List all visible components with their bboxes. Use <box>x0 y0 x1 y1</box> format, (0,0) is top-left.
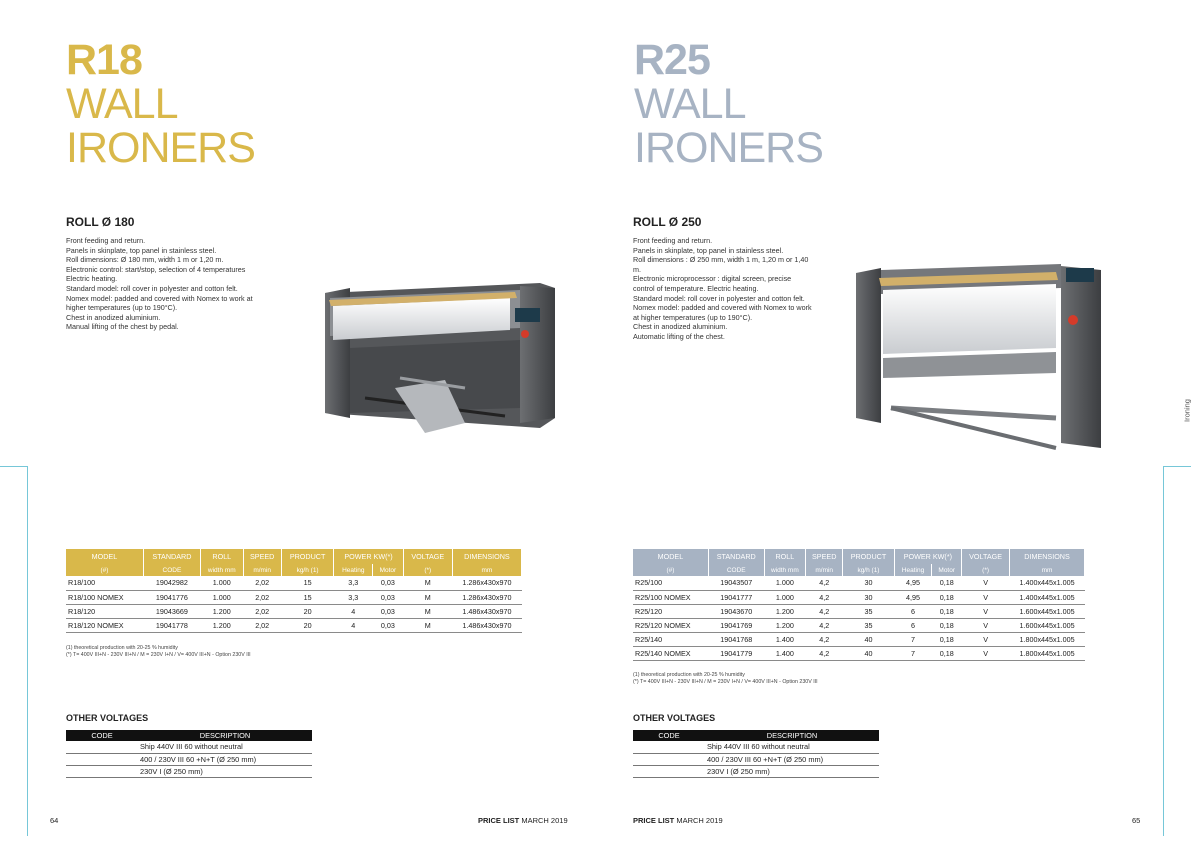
description-line: Panels in skinplate, top panel in stainless steel. <box>66 245 217 255</box>
col-header: MODEL <box>633 549 708 564</box>
table-cell: 30 <box>843 576 894 590</box>
table-cell <box>633 765 705 777</box>
table-row <box>633 753 879 765</box>
section-subtitle: ROLL Ø 250 <box>633 215 702 229</box>
description-line: Chest in anodized aluminium. <box>66 312 161 322</box>
table-row <box>66 765 312 777</box>
table-cell: R18/100 <box>66 576 143 590</box>
description-line: Manual lifting of the chest by pedal. <box>66 322 179 332</box>
table-cell <box>66 741 138 753</box>
page-number: 65 <box>1132 816 1141 825</box>
col-header: POWER KW(*) <box>894 549 961 564</box>
table-cell: 1.200 <box>764 618 806 632</box>
col-header: SPEED <box>806 549 843 564</box>
table-cell <box>66 765 138 777</box>
table-cell: 40 <box>843 646 894 660</box>
col-header: MODEL <box>66 549 143 564</box>
col-subheader: mm <box>1010 564 1085 576</box>
table-cell: 0,03 <box>373 590 404 604</box>
footer-bold: PRICE LIST <box>478 816 520 825</box>
col-header: STANDARD <box>708 549 764 564</box>
table-cell: 0,03 <box>373 576 404 590</box>
col-subheader: Motor <box>932 564 962 576</box>
table-cell: 7 <box>894 646 932 660</box>
footer-text <box>633 816 723 825</box>
model-name: R25 <box>634 36 710 84</box>
table-cell: 0,18 <box>932 604 962 618</box>
table-cell: 1.486x430x970 <box>452 618 521 632</box>
r18-ironer-illustration <box>305 268 560 443</box>
table-row <box>66 604 522 618</box>
table-cell: 1.600x445x1.005 <box>1010 604 1085 618</box>
col-subheader: width mm <box>764 564 806 576</box>
table-cell: 4,2 <box>806 618 843 632</box>
section-subtitle: ROLL Ø 180 <box>66 215 135 229</box>
col-subheader: (*) <box>962 564 1010 576</box>
spec-table <box>633 549 1085 661</box>
table-cell: 4 <box>334 604 373 618</box>
page-left <box>0 0 595 842</box>
col-header: PRODUCT <box>281 549 334 564</box>
page-number: 64 <box>50 816 59 825</box>
table-row <box>633 604 1085 618</box>
table-cell: 4,2 <box>806 632 843 646</box>
table-cell <box>66 753 138 765</box>
description-line: Chest in anodized aluminium. <box>633 322 728 332</box>
table-row <box>66 618 522 632</box>
table-row <box>633 618 1085 632</box>
description-line: Panels in skinplate, top panel in stainless steel. <box>633 245 784 255</box>
table-cell: 19041778 <box>143 618 200 632</box>
col-header: ROLL <box>201 549 244 564</box>
table-cell: 0,03 <box>373 618 404 632</box>
description-line: Standard model: roll cover in polyester and cotton felt. <box>66 283 238 293</box>
other-voltages-heading: OTHER VOLTAGES <box>633 713 716 723</box>
side-tab-left <box>0 466 28 836</box>
col-header: DIMENSIONS <box>1010 549 1085 564</box>
table-cell: 3,3 <box>334 590 373 604</box>
table-cell: 1.400 <box>764 632 806 646</box>
table-row <box>66 576 522 590</box>
col-subheader: kg/h (1) <box>281 564 334 576</box>
footnote: (*) T= 400V III+N - 230V III+N / M = 230V I+N / V= 400V III+N - Option 230V III <box>66 652 251 658</box>
page-right <box>596 0 1191 842</box>
col-header: POWER KW(*) <box>334 549 403 564</box>
table-row <box>633 632 1085 646</box>
table-row <box>66 753 312 765</box>
table-cell: 19041777 <box>708 590 764 604</box>
footnote: (*) T= 400V III+N - 230V III+N / M = 230V I+N / V= 400V III+N - Option 230V III <box>633 679 818 685</box>
description-line: Front feeding and return. <box>66 236 146 245</box>
col-header: CODE <box>633 730 705 741</box>
table-cell: V <box>962 646 1010 660</box>
table-cell: 4,2 <box>806 646 843 660</box>
table-cell: 230V I (Ø 250 mm) <box>138 765 312 777</box>
table-cell: 1.800x445x1.005 <box>1010 632 1085 646</box>
table-cell: 4,2 <box>806 590 843 604</box>
footer-bold: PRICE LIST <box>633 816 675 825</box>
col-subheader: (*) <box>403 564 452 576</box>
table-cell: 19041776 <box>143 590 200 604</box>
table-cell: 0,03 <box>373 604 404 618</box>
table-cell: 0,18 <box>932 618 962 632</box>
description-line: Roll dimensions: Ø 180 mm, width 1 m or 1,20 m. <box>66 255 224 265</box>
col-header: CODE <box>66 730 138 741</box>
table-row <box>633 646 1085 660</box>
table-cell: 0,18 <box>932 576 962 590</box>
table-cell: 4 <box>334 618 373 632</box>
description <box>66 236 266 332</box>
table-cell: 1.400x445x1.005 <box>1010 576 1085 590</box>
table-cell: 2,02 <box>243 590 281 604</box>
table-cell: 4,95 <box>894 576 932 590</box>
footnotes <box>633 672 818 686</box>
table-cell: 19041779 <box>708 646 764 660</box>
table-cell: 20 <box>281 618 334 632</box>
table-cell: 19043507 <box>708 576 764 590</box>
table-cell: R25/100 <box>633 576 708 590</box>
description-line: Front feeding and return. <box>633 236 713 245</box>
table-cell: 4,95 <box>894 590 932 604</box>
table-cell: 1.000 <box>764 590 806 604</box>
table-cell: V <box>962 618 1010 632</box>
table-cell: 1.286x430x970 <box>452 590 521 604</box>
description-line: Nomex model: padded and covered with Nomex to work at higher temperatures (up to 190°C). <box>66 293 253 313</box>
table-cell: 19041768 <box>708 632 764 646</box>
table-cell: 400 / 230V III 60 +N+T (Ø 250 mm) <box>138 753 312 765</box>
col-subheader: Heating <box>334 564 373 576</box>
table-cell <box>633 741 705 753</box>
table-cell: R25/120 <box>633 604 708 618</box>
table-cell: 2,02 <box>243 618 281 632</box>
col-subheader: (#) <box>633 564 708 576</box>
table-cell: 19043670 <box>708 604 764 618</box>
table-cell: 2,02 <box>243 576 281 590</box>
table-cell: 35 <box>843 604 894 618</box>
table-cell: 20 <box>281 604 334 618</box>
table-cell: Ship 440V III 60 without neutral <box>138 741 312 753</box>
description-line: Electronic control: start/stop, selection of 4 temperatures <box>66 264 246 274</box>
table-cell: V <box>962 576 1010 590</box>
table-cell: 0,18 <box>932 632 962 646</box>
table-cell: 1.200 <box>201 618 244 632</box>
side-tab-right <box>1163 466 1191 836</box>
table-cell: V <box>962 604 1010 618</box>
table-cell: M <box>403 590 452 604</box>
col-header: ROLL <box>764 549 806 564</box>
description-line: Nomex model: padded and covered with Nomex to work at higher temperatures (up to 190°C). <box>633 303 812 322</box>
description-line: Standard model: roll cover in polyester and cotton felt. <box>633 293 805 303</box>
table-cell: R18/100 NOMEX <box>66 590 143 604</box>
table-cell: 40 <box>843 632 894 646</box>
table-cell: V <box>962 632 1010 646</box>
col-header: SPEED <box>243 549 281 564</box>
table-cell: 1.400 <box>764 646 806 660</box>
other-voltages-heading: OTHER VOLTAGES <box>66 713 149 723</box>
col-subheader: (#) <box>66 564 143 576</box>
table-cell: 30 <box>843 590 894 604</box>
col-subheader: width mm <box>201 564 244 576</box>
description-line: Electronic microprocessor : digital screen, precise control of temperature. Electric heating. <box>633 274 792 293</box>
col-header: VOLTAGE <box>962 549 1010 564</box>
table-cell: 19043669 <box>143 604 200 618</box>
table-row <box>66 590 522 604</box>
table-cell: M <box>403 604 452 618</box>
col-subheader: Heating <box>894 564 932 576</box>
footer-text <box>478 816 568 825</box>
table-cell: 6 <box>894 618 932 632</box>
col-subheader: m/min <box>243 564 281 576</box>
other-voltages-table <box>633 730 879 778</box>
description-line: Automatic lifting of the chest. <box>633 331 725 341</box>
table-cell: R25/100 NOMEX <box>633 590 708 604</box>
table-row <box>633 576 1085 590</box>
table-cell: M <box>403 618 452 632</box>
col-header: STANDARD <box>143 549 200 564</box>
table-cell: 230V I (Ø 250 mm) <box>705 765 879 777</box>
table-cell: R18/120 NOMEX <box>66 618 143 632</box>
col-header: PRODUCT <box>843 549 894 564</box>
table-cell: 35 <box>843 618 894 632</box>
section-side-label: Ironing <box>1182 399 1191 422</box>
footnotes <box>66 645 251 659</box>
col-header: DIMENSIONS <box>452 549 521 564</box>
other-voltages-table <box>66 730 312 778</box>
table-cell: 15 <box>281 590 334 604</box>
footnote: (1) theoretical production with 20-25 % humidity <box>66 645 178 651</box>
footer-date: MARCH 2019 <box>519 816 568 825</box>
table-cell: 1.800x445x1.005 <box>1010 646 1085 660</box>
col-subheader: mm <box>452 564 521 576</box>
description <box>633 236 813 342</box>
table-cell: 19042982 <box>143 576 200 590</box>
table-cell: 1.000 <box>201 590 244 604</box>
table-cell: 6 <box>894 604 932 618</box>
table-cell: 1.200 <box>201 604 244 618</box>
table-cell: 1.286x430x970 <box>452 576 521 590</box>
table-cell: 7 <box>894 632 932 646</box>
col-subheader: Motor <box>373 564 404 576</box>
model-name: R18 <box>66 36 142 84</box>
footnote: (1) theoretical production with 20-25 % humidity <box>633 672 745 678</box>
table-cell: 2,02 <box>243 604 281 618</box>
col-subheader: CODE <box>708 564 764 576</box>
table-cell: 0,18 <box>932 590 962 604</box>
table-cell: 0,18 <box>932 646 962 660</box>
table-cell: 1.200 <box>764 604 806 618</box>
title-line: WALL <box>66 80 178 128</box>
table-cell: R18/120 <box>66 604 143 618</box>
table-cell: R25/120 NOMEX <box>633 618 708 632</box>
table-cell: 4,2 <box>806 604 843 618</box>
table-cell: M <box>403 576 452 590</box>
table-row <box>66 741 312 753</box>
table-cell: 1.600x445x1.005 <box>1010 618 1085 632</box>
table-cell: 1.000 <box>201 576 244 590</box>
table-row <box>633 765 879 777</box>
table-cell: R25/140 NOMEX <box>633 646 708 660</box>
col-subheader: CODE <box>143 564 200 576</box>
table-cell: R25/140 <box>633 632 708 646</box>
title-line: IRONERS <box>66 124 255 172</box>
description-line: Electric heating. <box>66 274 118 284</box>
title-line: IRONERS <box>634 124 823 172</box>
title-line: WALL <box>634 80 746 128</box>
table-cell: V <box>962 590 1010 604</box>
title-block <box>66 38 255 170</box>
r25-ironer-illustration <box>851 258 1106 458</box>
table-cell: 4,2 <box>806 576 843 590</box>
table-row <box>633 590 1085 604</box>
col-subheader: m/min <box>806 564 843 576</box>
spec-table <box>66 549 522 633</box>
table-cell: 1.486x430x970 <box>452 604 521 618</box>
table-row <box>633 741 879 753</box>
col-header: VOLTAGE <box>403 549 452 564</box>
table-cell: 1.000 <box>764 576 806 590</box>
table-cell: 3,3 <box>334 576 373 590</box>
col-subheader: kg/h (1) <box>843 564 894 576</box>
table-cell: Ship 440V III 60 without neutral <box>705 741 879 753</box>
table-cell: 15 <box>281 576 334 590</box>
table-cell <box>633 753 705 765</box>
table-cell: 1.400x445x1.005 <box>1010 590 1085 604</box>
title-block <box>634 38 823 170</box>
description-line: Roll dimensions : Ø 250 mm, width 1 m, 1,20 m or 1,40 m. <box>633 255 809 274</box>
table-cell: 19041769 <box>708 618 764 632</box>
table-cell: 400 / 230V III 60 +N+T (Ø 250 mm) <box>705 753 879 765</box>
col-header: DESCRIPTION <box>705 730 879 741</box>
footer-date: MARCH 2019 <box>674 816 723 825</box>
col-header: DESCRIPTION <box>138 730 312 741</box>
